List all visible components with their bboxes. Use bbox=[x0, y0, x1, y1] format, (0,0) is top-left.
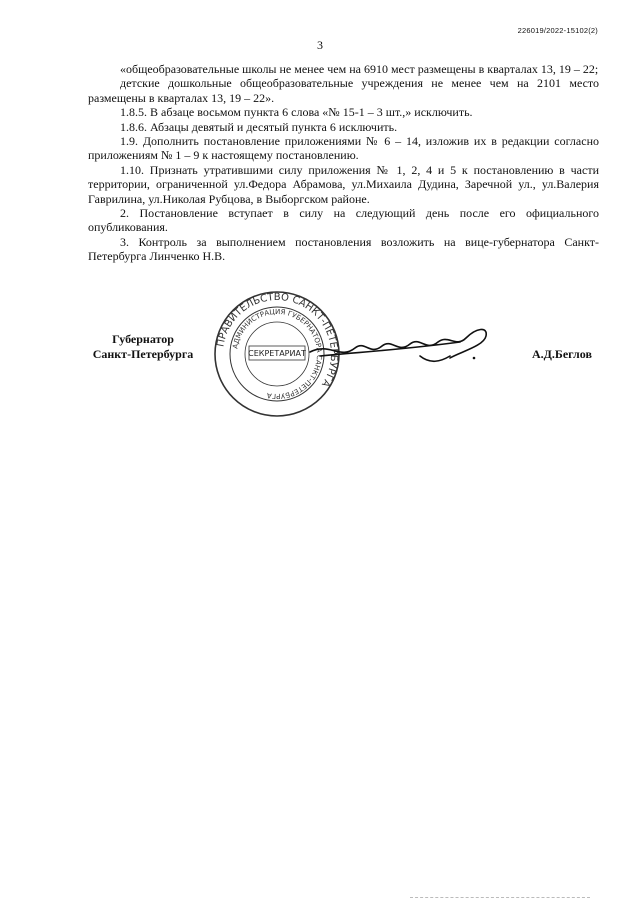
page-number: 3 bbox=[317, 38, 323, 52]
paragraph: 2. Постановление вступает в силу на следующий день после его официального опубликования. bbox=[88, 206, 599, 235]
footer-rule bbox=[410, 897, 590, 898]
signatory-title bbox=[88, 332, 198, 362]
signatory-title-line1: Губернатор bbox=[112, 332, 174, 346]
paragraph: детские дошкольные общеобразовательные учреждения не менее чем на 2101 место размещены в кварталах 13, 19 – 22». bbox=[88, 76, 599, 105]
seal-outer-text: ПРАВИТЕЛЬСТВО САНКТ-ПЕТЕРБУРГА bbox=[215, 291, 340, 389]
document-number: 226019/2022-15102(2) bbox=[517, 26, 598, 35]
paragraph: 1.10. Признать утратившими силу приложения № 1, 2, 4 и 5 к постановлению в части территории, ограниченной ул.Федора Абрамова, ул.Михаила Дудина, Заречной ул., ул.Валерия Гаврилина, ул.Николая Рубцова, в Выборгском районе. bbox=[88, 162, 599, 206]
seal-center-text: СЕКРЕТАРИАТ bbox=[248, 349, 306, 358]
document-body bbox=[88, 62, 599, 264]
handwritten-signature bbox=[300, 312, 500, 382]
seal-inner-text: АДМИНИСТРАЦИЯ ГУБЕРНАТОРА САНКТ-ПЕТЕРБУРГА bbox=[231, 307, 324, 401]
paragraph: 1.9. Дополнить постановление приложениями № 6 – 14, изложив их в редакции согласно приложениям № 1 – 9 к настоящему постановлению. bbox=[88, 134, 599, 163]
paragraph: «общеобразовательные школы не менее чем на 6910 мест размещены в кварталах 13, 19 – 22; bbox=[120, 62, 599, 76]
paragraph: 1.8.6. Абзацы девятый и десятый пункта 6 исключить. bbox=[120, 119, 398, 134]
signatory-name: А.Д.Беглов bbox=[532, 347, 592, 361]
paragraph: 3. Контроль за выполнением постановления возложить на вице-губернатора Санкт-Петербурга Линченко Н.В. bbox=[88, 234, 599, 264]
paragraph: 1.8.5. В абзаце восьмом пункта 6 слова «№ 15-1 – 3 шт.,» исключить. bbox=[120, 105, 473, 120]
signatory-title-line2: Санкт-Петербурга bbox=[92, 347, 194, 361]
